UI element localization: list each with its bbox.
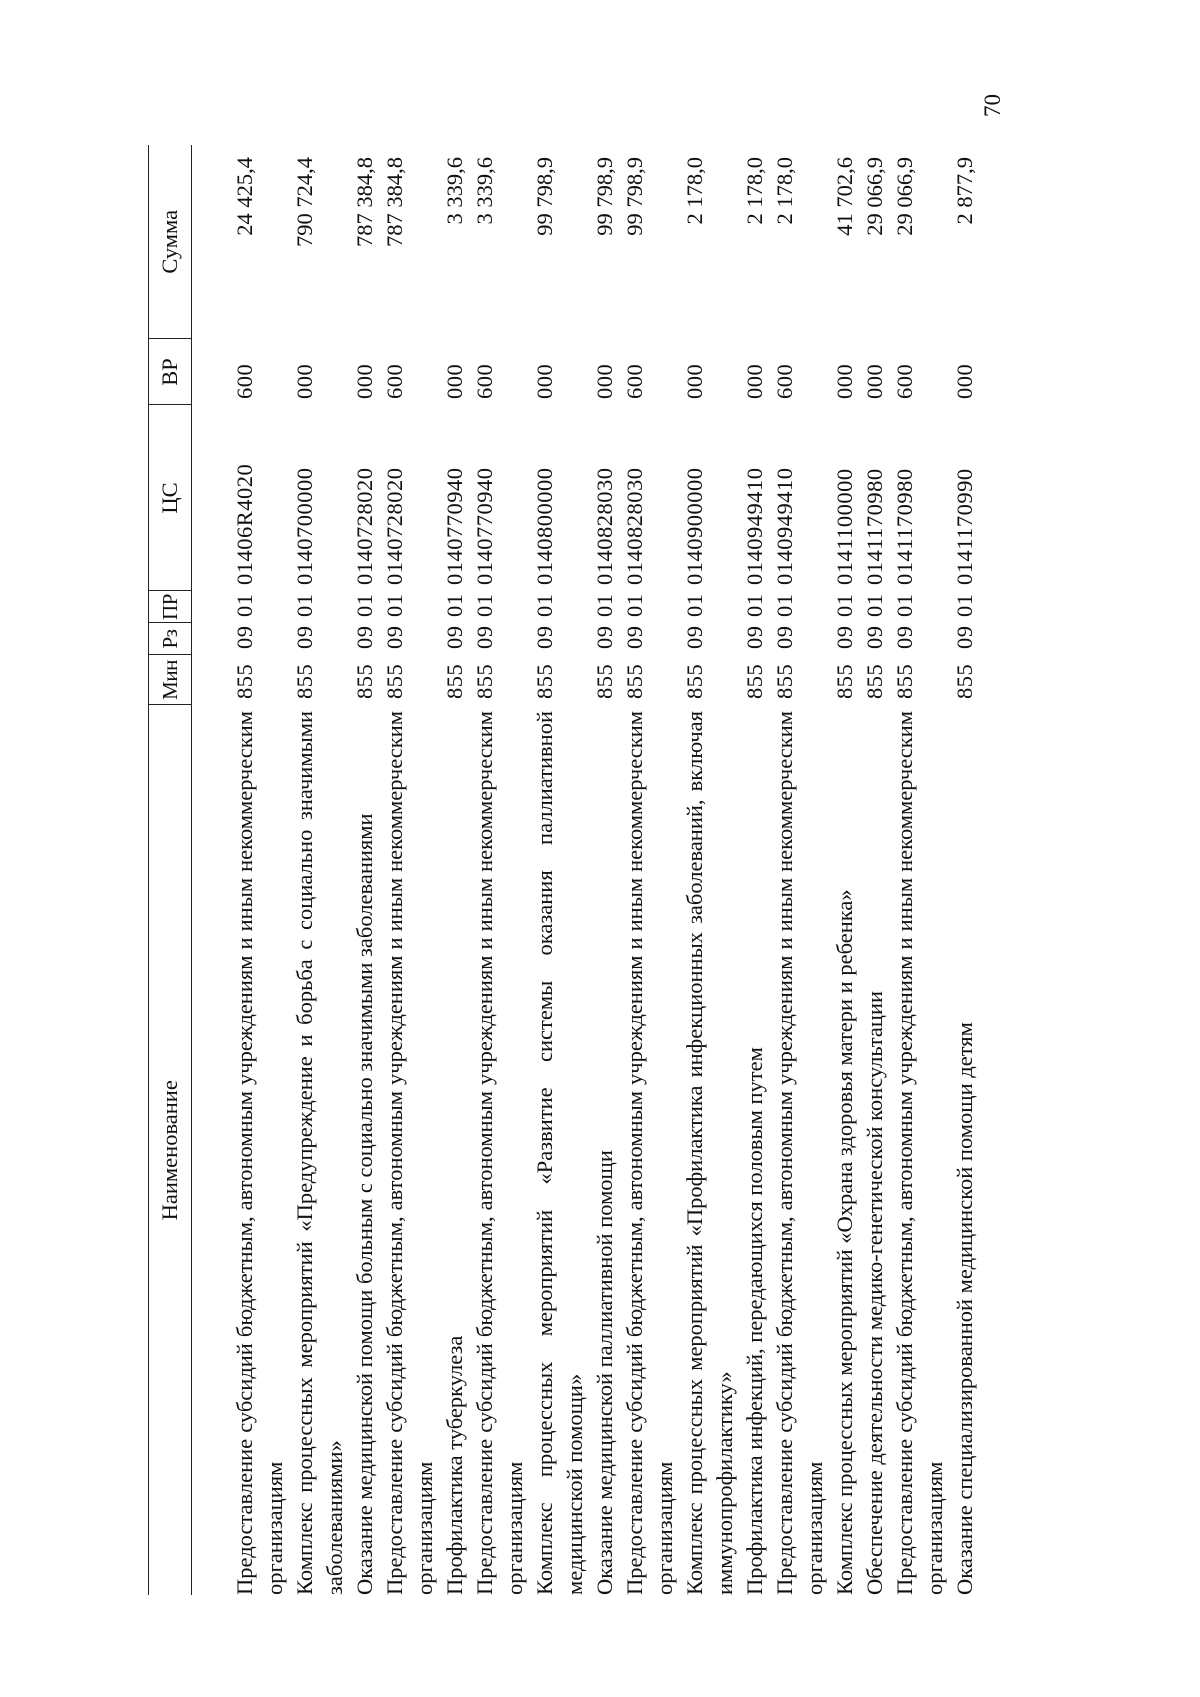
cell-vr: 000 (832, 363, 857, 399)
cell-cs: 0140700000 (292, 467, 317, 585)
header-name: Наименование (149, 705, 192, 1595)
cell-pr: 01 (472, 593, 497, 617)
table-row (860, 145, 890, 1595)
cell-cs: 0140800000 (532, 467, 557, 585)
table-row (350, 145, 380, 1595)
cell-rz: 09 (382, 625, 407, 649)
cell-sum: 99 798,9 (622, 157, 647, 236)
cell-sum: 99 798,9 (532, 157, 557, 236)
cell-sum: 787 384,8 (382, 157, 407, 247)
cell-rz: 09 (952, 625, 977, 649)
cell-rz: 09 (742, 625, 767, 649)
cell-vr: 600 (232, 363, 257, 399)
cell-cs: 0141170980 (892, 468, 917, 585)
cell-sum: 2 178,0 (682, 157, 707, 225)
cell-sum: 29 066,9 (862, 157, 887, 236)
table-body (192, 145, 981, 1595)
cell-vr: 000 (292, 363, 317, 399)
cell-pr: 01 (622, 593, 647, 617)
cell-name: Оказание медицинской паллиативной помощи (592, 1150, 617, 1595)
cell-rz: 09 (232, 625, 257, 649)
table-row (950, 145, 980, 1595)
cell-name: Обеспечение деятельности медико-генетической консультации (862, 990, 887, 1595)
cell-sum: 99 798,9 (592, 157, 617, 236)
cell-pr: 01 (382, 593, 407, 617)
cell-name: Профилактика туберкулеза (442, 1335, 467, 1595)
table-row (290, 145, 350, 1595)
cell-cs: 0140828030 (592, 467, 617, 585)
cell-min: 855 (682, 663, 707, 699)
table-row (680, 145, 740, 1595)
cell-sum: 29 066,9 (892, 157, 917, 236)
table-row (192, 145, 291, 1595)
cell-pr: 01 (442, 593, 467, 617)
cell-name: Комплекс процессных мероприятий «Развитие системы оказания паллиативной медицинской помощи» (532, 711, 587, 1595)
cell-rz: 09 (532, 625, 557, 649)
cell-vr: 600 (472, 363, 497, 399)
cell-cs: 01406R4020 (232, 463, 257, 585)
cell-cs: 0140728020 (352, 467, 377, 585)
cell-cs: 0140770940 (472, 467, 497, 585)
cell-rz: 09 (442, 625, 467, 649)
cell-min: 855 (232, 663, 257, 699)
cell-vr: 000 (862, 363, 887, 399)
cell-name: Предоставление субсидий бюджетным, автономным учреждениям и иным некоммерческим организациям (382, 711, 437, 1595)
header-min: Мин (149, 655, 192, 705)
cell-cs: 0140728020 (382, 467, 407, 585)
cell-rz: 09 (352, 625, 377, 649)
cell-cs: 0141100000 (832, 468, 857, 585)
cell-name: Предоставление субсидий бюджетным, автономным учреждениям и иным некоммерческим организациям (772, 711, 827, 1595)
cell-vr: 000 (952, 363, 977, 399)
cell-pr: 01 (532, 593, 557, 617)
header-sum: Сумма (149, 145, 192, 339)
table-row (590, 145, 620, 1595)
cell-name: Комплекс процессных мероприятий «Охрана здоровья матери и ребенка» (832, 889, 857, 1595)
cell-cs: 0140949410 (742, 467, 767, 585)
cell-pr: 01 (742, 593, 767, 617)
cell-sum: 2 178,0 (742, 157, 767, 225)
cell-min: 855 (532, 663, 557, 699)
cell-min: 855 (592, 663, 617, 699)
cell-name: Предоставление субсидий бюджетным, автономным учреждениям и иным некоммерческим организациям (622, 711, 677, 1595)
cell-name: Комплекс процессных мероприятий «Предупреждение и борьба с социально значимыми заболеваниями» (292, 711, 347, 1595)
cell-min: 855 (442, 663, 467, 699)
cell-name: Оказание медицинской помощи больным с социально значимыми заболеваниями (352, 813, 377, 1595)
cell-pr: 01 (352, 593, 377, 617)
header-cs: ЦС (149, 405, 192, 591)
cell-vr: 000 (742, 363, 767, 399)
cell-vr: 600 (772, 363, 797, 399)
cell-cs: 0140770940 (442, 467, 467, 585)
cell-cs: 0140949410 (772, 467, 797, 585)
table-row (770, 145, 830, 1595)
table-row (470, 145, 530, 1595)
cell-pr: 01 (232, 593, 257, 617)
cell-name: Предоставление субсидий бюджетным, автономным учреждениям и иным некоммерческим организациям (892, 711, 947, 1595)
cell-pr: 01 (592, 593, 617, 617)
cell-rz: 09 (832, 625, 857, 649)
cell-pr: 01 (862, 593, 887, 617)
table-row (380, 145, 440, 1595)
cell-min: 855 (772, 663, 797, 699)
cell-rz: 09 (622, 625, 647, 649)
cell-min: 855 (742, 663, 767, 699)
cell-pr: 01 (892, 593, 917, 617)
cell-name: Комплекс процессных мероприятий «Профилактика инфекционных заболеваний, включая иммунопрофилактику» (682, 711, 737, 1595)
cell-pr: 01 (772, 593, 797, 617)
cell-rz: 09 (592, 625, 617, 649)
cell-min: 855 (892, 663, 917, 699)
cell-sum: 3 339,6 (472, 157, 497, 225)
table-row (830, 145, 860, 1595)
cell-sum: 2 877,9 (952, 157, 977, 225)
cell-name: Оказание специализированной медицинской помощи детям (952, 1022, 977, 1595)
cell-rz: 09 (292, 625, 317, 649)
cell-min: 855 (622, 663, 647, 699)
cell-rz: 09 (682, 625, 707, 649)
budget-table (148, 145, 980, 1595)
table-row (890, 145, 950, 1595)
cell-name: Профилактика инфекций, передающихся половым путем (742, 1047, 767, 1595)
cell-cs: 0140828030 (622, 467, 647, 585)
cell-pr: 01 (682, 593, 707, 617)
cell-name: Предоставление субсидий бюджетным, автономным учреждениям и иным некоммерческим организациям (232, 711, 287, 1595)
cell-min: 855 (862, 663, 887, 699)
cell-sum: 790 724,4 (292, 157, 317, 247)
cell-pr: 01 (292, 593, 317, 617)
cell-sum: 41 702,6 (832, 157, 857, 236)
cell-sum: 2 178,0 (772, 157, 797, 225)
cell-sum: 3 339,6 (442, 157, 467, 225)
cell-pr: 01 (952, 593, 977, 617)
cell-vr: 600 (892, 363, 917, 399)
cell-vr: 600 (622, 363, 647, 399)
cell-min: 855 (472, 663, 497, 699)
table-header (149, 145, 192, 1595)
table-row (530, 145, 590, 1595)
cell-min: 855 (352, 663, 377, 699)
table-row (620, 145, 680, 1595)
cell-rz: 09 (862, 625, 887, 649)
page-number: 70 (980, 94, 1005, 117)
rotated-page (148, 94, 1048, 1595)
header-pr: ПР (149, 591, 192, 623)
header-vr: ВР (149, 339, 192, 405)
cell-vr: 000 (532, 363, 557, 399)
cell-min: 855 (292, 663, 317, 699)
table-row (740, 145, 770, 1595)
header-rz: Рз (149, 623, 192, 655)
table-row (440, 145, 470, 1595)
cell-cs: 0141170980 (862, 468, 887, 585)
cell-rz: 09 (892, 625, 917, 649)
cell-vr: 000 (592, 363, 617, 399)
cell-sum: 24 425,4 (232, 157, 257, 236)
cell-cs: 0141170990 (952, 468, 977, 585)
cell-cs: 0140900000 (682, 467, 707, 585)
cell-vr: 000 (442, 363, 467, 399)
cell-min: 855 (832, 663, 857, 699)
cell-min: 855 (952, 663, 977, 699)
cell-pr: 01 (832, 593, 857, 617)
cell-rz: 09 (772, 625, 797, 649)
cell-rz: 09 (472, 625, 497, 649)
cell-vr: 000 (352, 363, 377, 399)
cell-vr: 600 (382, 363, 407, 399)
cell-vr: 000 (682, 363, 707, 399)
cell-sum: 787 384,8 (352, 157, 377, 247)
cell-min: 855 (382, 663, 407, 699)
cell-name: Предоставление субсидий бюджетным, автономным учреждениям и иным некоммерческим организациям (472, 711, 527, 1595)
